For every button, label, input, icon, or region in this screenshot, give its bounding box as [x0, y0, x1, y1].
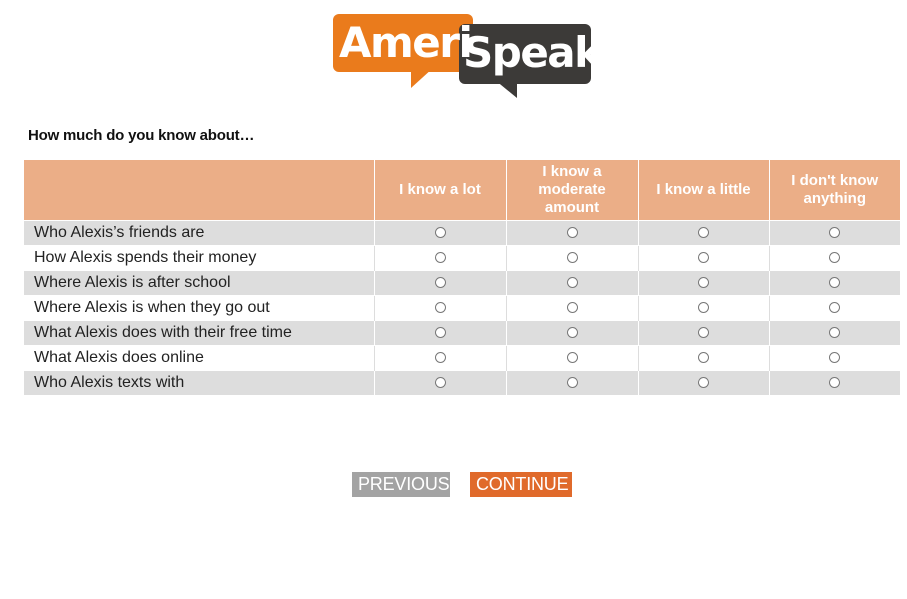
radio-button[interactable] [435, 352, 446, 363]
radio-button[interactable] [435, 277, 446, 288]
radio-button[interactable] [698, 352, 709, 363]
radio-button[interactable] [567, 327, 578, 338]
column-header-know-a-lot: I know a lot [374, 160, 506, 221]
table-row [24, 371, 900, 396]
radio-button[interactable] [829, 302, 840, 313]
radio-button[interactable] [567, 227, 578, 238]
radio-button[interactable] [435, 252, 446, 263]
radio-button[interactable] [829, 252, 840, 263]
column-header-know-little: I know a little [638, 160, 769, 221]
radio-button[interactable] [829, 327, 840, 338]
ameri-speak-logo [333, 14, 601, 100]
question-text: How much do you know about… [28, 127, 255, 144]
radio-button[interactable] [435, 227, 446, 238]
radio-button[interactable] [435, 327, 446, 338]
table-row [24, 246, 900, 271]
grid-header-blank [24, 160, 374, 221]
logo-text-ameri: Ameri [339, 18, 472, 67]
radio-button[interactable] [698, 227, 709, 238]
logo-dark-bubble-tail [495, 80, 517, 98]
row-label: Where Alexis is when they go out [24, 296, 374, 321]
row-label: Who Alexis’s friends are [24, 221, 374, 246]
radio-button[interactable] [698, 327, 709, 338]
column-header-know-moderate: I know a moderate amount [506, 160, 638, 221]
radio-button[interactable] [567, 302, 578, 313]
logo-text-speak: Speak [463, 28, 601, 77]
table-row [24, 346, 900, 371]
matrix-question-grid [24, 160, 900, 395]
radio-button[interactable] [567, 252, 578, 263]
row-label: What Alexis does with their free time [24, 321, 374, 346]
radio-button[interactable] [698, 302, 709, 313]
radio-button[interactable] [435, 302, 446, 313]
radio-button[interactable] [698, 252, 709, 263]
row-label: Who Alexis texts with [24, 371, 374, 396]
table-row [24, 296, 900, 321]
continue-button[interactable]: CONTINUE [470, 472, 572, 497]
radio-button[interactable] [829, 227, 840, 238]
row-label: How Alexis spends their money [24, 246, 374, 271]
row-label: Where Alexis is after school [24, 271, 374, 296]
radio-button[interactable] [567, 377, 578, 388]
radio-button[interactable] [435, 377, 446, 388]
table-row [24, 321, 900, 346]
grid-header-row [24, 160, 900, 221]
column-header-dont-know: I don't know anything [769, 160, 900, 221]
radio-button[interactable] [567, 277, 578, 288]
radio-button[interactable] [698, 377, 709, 388]
radio-button[interactable] [567, 352, 578, 363]
table-row [24, 221, 900, 246]
table-row [24, 271, 900, 296]
radio-button[interactable] [829, 352, 840, 363]
row-label: What Alexis does online [24, 346, 374, 371]
radio-button[interactable] [829, 277, 840, 288]
logo-orange-bubble-tail [411, 68, 433, 88]
previous-button[interactable]: PREVIOUS [352, 472, 450, 497]
radio-button[interactable] [829, 377, 840, 388]
radio-button[interactable] [698, 277, 709, 288]
